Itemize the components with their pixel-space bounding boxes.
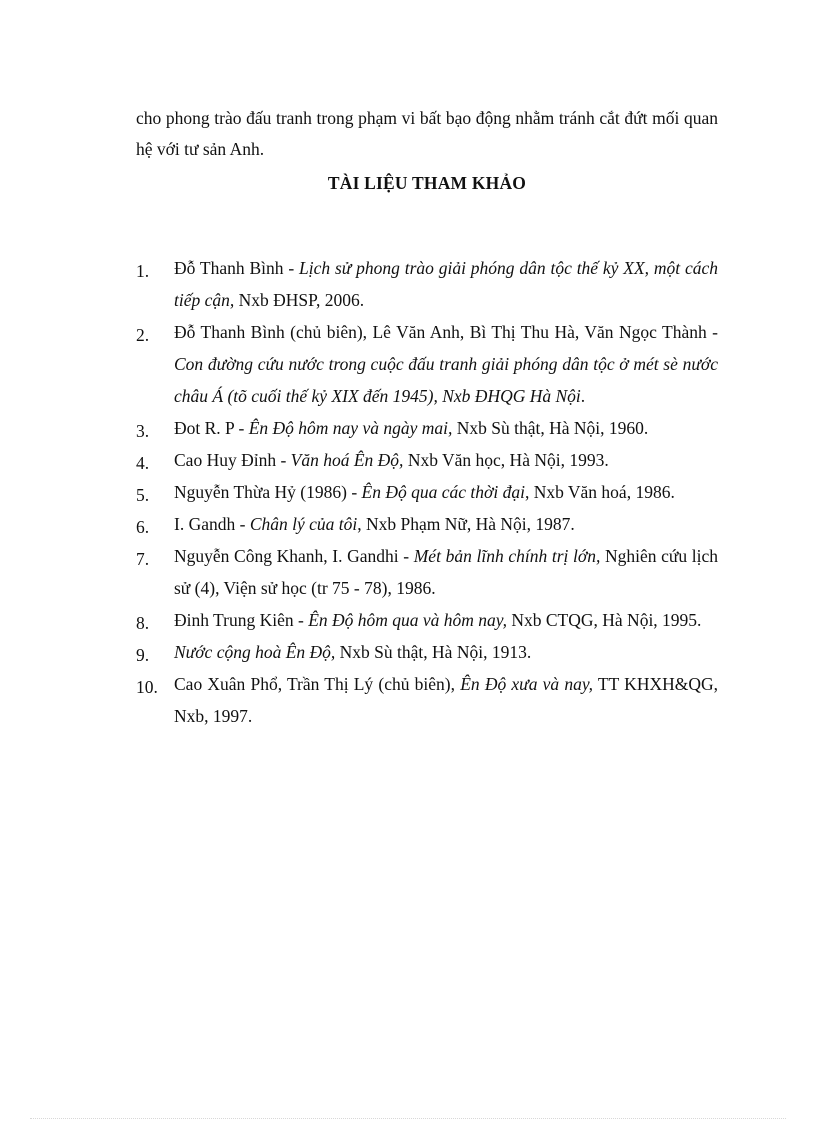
reference-author: Cao Huy Đỉnh - [174,450,291,470]
reference-number: 3. [136,421,150,441]
reference-publisher: Nxb ĐHSP, 2006. [234,290,365,310]
reference-title: Nước cộng hoà Ên Độ, [174,642,336,662]
intro-paragraph: cho phong trào đấu tranh trong phạm vi bất bạo động nhằm tránh cắt đứt mối quan hệ với tư sản Anh. [136,108,718,159]
reference-item-7 [136,540,718,604]
reference-publisher: Nxb CTQG, Hà Nội, 1995. [507,610,702,630]
reference-publisher: , Nxb Phạm Nữ, Hà Nội, 1987. [357,514,575,534]
reference-item-3 [136,412,718,444]
reference-title: Ên Độ xưa và nay, [460,674,594,694]
reference-author: Nguyễn Công Khanh, I. Gandhi - [174,546,414,566]
reference-number: 8. [136,613,150,633]
reference-number: 2. [136,325,150,345]
reference-number: 5. [136,485,150,505]
reference-publisher: Nghiên cứu lịch sử (4), Viện sử học (tr 75 - 78), 1986. [174,546,719,598]
reference-publisher: Nxb Văn học, Hà Nội, 1993. [403,450,609,470]
reference-title: Văn hoá Ên Độ, [290,450,404,470]
reference-item-8 [136,604,718,636]
reference-title: Ên Độ hôm nay và ngày mai, [248,418,453,438]
reference-item-1 [136,252,718,316]
reference-item-4 [136,444,718,476]
reference-number: 4. [136,453,150,473]
reference-item-6 [136,508,718,540]
reference-number: 10. [136,677,158,697]
reference-publisher: Nxb Sù thật, Hà Nội, 1913. [335,642,532,662]
reference-title: Mét bản lĩnh chính trị lớn, [413,546,601,566]
reference-number: 1. [136,261,150,281]
reference-item-10 [136,668,718,732]
reference-number: 9. [136,645,150,665]
reference-author: Đot R. P - [174,418,249,438]
reference-item-9 [136,636,718,668]
reference-item-5 [136,476,718,508]
reference-title: Lịch sử phong trào giải phóng dân tộc thế kỷ XX, một cách tiếp cận, [174,258,718,310]
reference-item-2 [136,316,718,412]
reference-author: Đỗ Thanh Bình - [174,258,299,278]
reference-publisher: TT KHXH&QG, Nxb, 1997. [174,674,718,726]
reference-number: 6. [136,517,150,537]
reference-number: 7. [136,549,150,569]
reference-list [136,252,718,732]
reference-title: Con đường cứu nước trong cuộc đấu tranh giải phóng dân tộc ở mét sè nước châu Á (tõ cuối thế kỷ XIX đến 1945), Nxb ĐHQG Hà Nội [174,354,718,406]
reference-author: Nguyễn Thừa Hỷ (1986) - [174,482,362,502]
reference-author: Cao Xuân Phổ, Trần Thị Lý (chủ biên), [174,674,461,694]
references-heading: TÀI LIỆU THAM KHẢO [327,173,527,193]
reference-title: Chân lý của tôi [249,514,358,534]
reference-publisher: , Nxb Văn hoá, 1986. [524,482,675,502]
reference-author: I. Gandh - [174,514,250,534]
reference-title: Ên Độ qua các thời đại [361,482,525,502]
page-bottom-divider [30,1118,786,1119]
reference-author: Đỗ Thanh Bình (chủ biên), Lê Văn Anh, Bì Thị Thu Hà, Văn Ngọc Thành - [174,322,718,342]
reference-publisher: Nxb Sù thật, Hà Nội, 1960. [452,418,649,438]
reference-title: Ên Độ hôm qua và hôm nay, [308,610,507,630]
reference-publisher: . [580,386,586,406]
reference-author: Đinh Trung Kiên - [174,610,309,630]
